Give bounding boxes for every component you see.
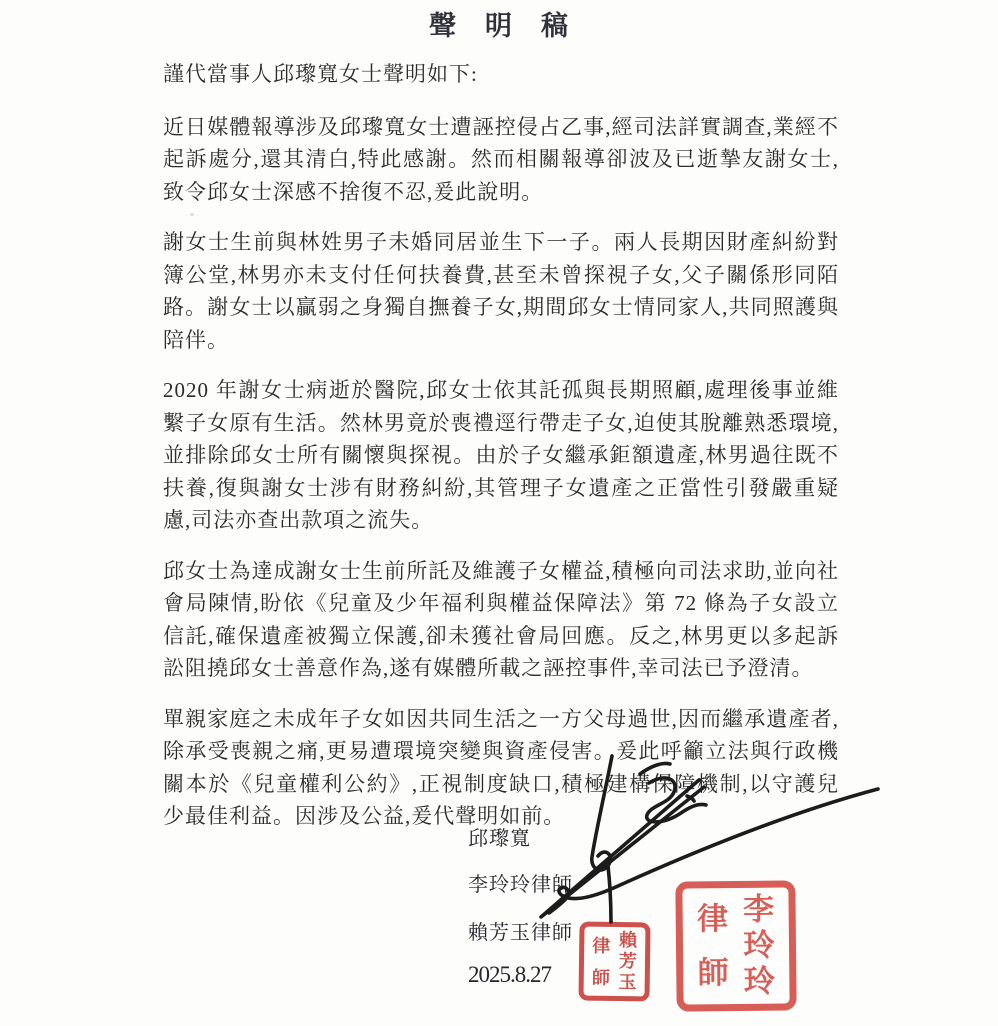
scan-speck	[190, 213, 194, 216]
intro-line: 謹代當事人邱瓈寬女士聲明如下:	[163, 62, 478, 86]
paragraph-3: 2020 年謝女士病逝於醫院,邱女士依其託孤與長期照顧,處理後事並維繫子女原有生活。然林男竟於喪禮逕行帶走子女,迫使其脫離熟悉環境,並排除邱女士所有關懷與探視。由於子女繼承鉅額遺產,林男過往既不扶養,復與謝女士涉有財務糾紛,其管理子女遺產之正當性引發嚴重疑慮,司法亦查出款項之流失。	[163, 378, 839, 532]
signature-date: 2025.8.27	[468, 962, 551, 987]
seal-lai-fang-yu	[578, 922, 650, 1002]
scan-speck	[493, 822, 496, 825]
seal-lee-ling-ling-right-column: 李玲玲	[742, 891, 776, 999]
seal-lee-ling-ling	[675, 880, 796, 1011]
seal-lai-fang-yu-right-column: 賴芳玉	[618, 930, 638, 993]
paragraph-4: 邱女士為達成謝女士生前所託及維護子女權益,積極向司法求助,並向社會局陳情,盼依《兒童及少年福利與權益保障法》第 72 條為子女設立信託,確保遺產被獨立保護,卻未獲社會局回應。反之,林男更以多起訴訟阻撓邱女士善意作為,遂有媒體所載之誣控事件,幸司法已予澄清。	[163, 558, 839, 680]
signature-descender	[608, 866, 611, 922]
document-title: 聲 明 稿	[429, 11, 569, 41]
seal-lai-fang-yu-left-column: 律師	[591, 935, 611, 988]
seal-lee-ling-ling-left-column: 律師	[696, 901, 729, 991]
signatory-lawyer-2: 賴芳玉律師	[468, 922, 573, 944]
document-body	[163, 58, 839, 851]
paragraph-1: 近日媒體報導涉及邱瓈寬女士遭誣控侵占乙事,經司法詳實調查,業經不起訴處分,還其清白,特此感謝。然而相關報導卻波及已逝摯友謝女士,致令邱女士深感不捨復不忍,爰此說明。	[163, 114, 839, 204]
signatory-lawyer-1: 李玲玲律師	[468, 874, 573, 896]
signatory-principal-name: 邱瓈寬	[468, 828, 531, 850]
paragraph-5: 單親家庭之未成年子女如因共同生活之一方父母過世,因而繼承遺產者,除承受喪親之痛,更易遭環境突變與資產侵害。爰此呼籲立法與行政機關本於《兒童權利公約》,正視制度缺口,積極建構保障機制,以守護兒少最佳利益。因涉及公益,爰代聲明如前。	[163, 706, 839, 828]
paragraph-2: 謝女士生前與林姓男子未婚同居並生下一子。兩人長期因財產糾紛對簿公堂,林男亦未支付任何扶養費,甚至未曾探視子女,父子關係形同陌路。謝女士以贏弱之身獨自撫養子女,期間邱女士情同家人,共同照護與陪伴。	[163, 230, 839, 352]
